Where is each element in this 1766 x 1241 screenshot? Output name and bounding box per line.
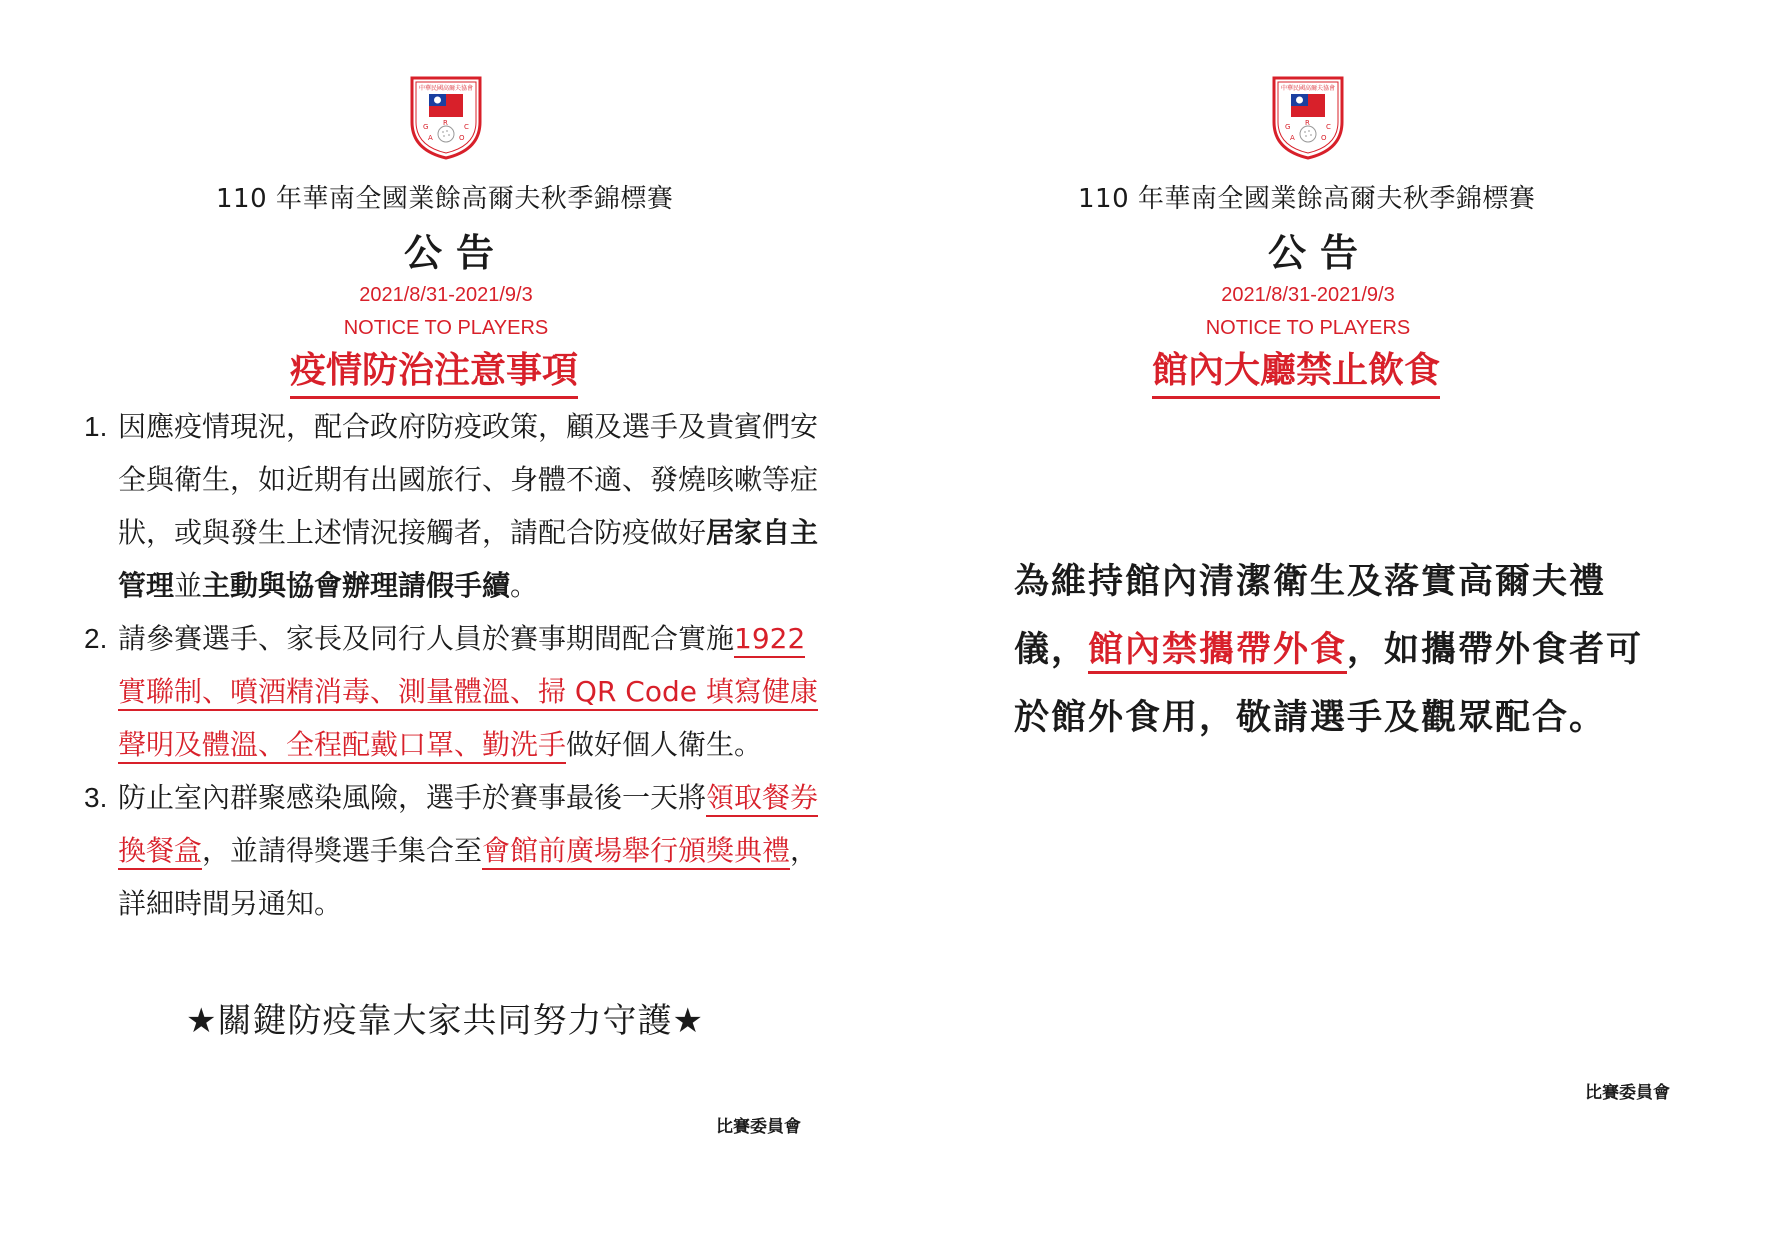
notice-subject: 館內大廳禁止飲食 <box>1152 350 1440 399</box>
item-number: 2. <box>84 623 108 654</box>
announcement-item <box>84 400 834 612</box>
text-segment: 為維持館內清潔衛生及落實高爾夫禮儀， <box>1014 562 1607 670</box>
item-number: 1. <box>84 411 108 442</box>
highlighted-text: 領取餐券換餐盒 <box>118 781 818 870</box>
svg-text:C: C <box>1326 123 1331 131</box>
highlighted-text: 1922 實聯制、噴酒精消毒、測量體溫、掃 QR Code 填寫健康聲明及體溫、全程配戴口罩、勤洗手 <box>118 622 818 764</box>
right-notice-page <box>890 0 1766 1241</box>
notice-heading: 公告 <box>404 231 509 275</box>
svg-text:O: O <box>1321 134 1327 142</box>
svg-text:A: A <box>428 134 433 142</box>
text-segment: 防止室內群聚感染風險，選手於賽事最後一天將 <box>118 781 707 814</box>
highlighted-text: 會館前廣場舉行頒獎典禮 <box>482 834 790 870</box>
svg-text:R: R <box>443 119 448 127</box>
garoc-emblem-icon <box>406 72 486 162</box>
text-segment: 做好個人衛生。 <box>566 728 763 761</box>
text-segment: 請參賽選手、家長及同行人員於賽事期間配合實施 <box>118 622 735 655</box>
svg-text:C: C <box>464 123 469 131</box>
svg-text:G: G <box>1285 123 1291 131</box>
text-segment: ，如攜帶外食者可於館外食用，敬請選手及觀眾配合。 <box>1014 630 1644 738</box>
svg-text:中華民國高爾夫協會: 中華民國高爾夫協會 <box>1280 85 1336 92</box>
tournament-title: 110 年華南全國業餘高爾夫秋季錦標賽 <box>216 184 674 214</box>
announcement-item <box>84 771 834 930</box>
text-segment: 並 <box>174 569 203 602</box>
announcement-item <box>84 612 834 771</box>
tournament-title: 110 年華南全國業餘高爾夫秋季錦標賽 <box>1078 184 1536 214</box>
announcement-list <box>84 400 834 930</box>
right-logo <box>1268 72 1348 162</box>
bold-text: 主動與協會辦理請假手續 <box>202 569 511 602</box>
committee-signature: 比賽委員會 <box>1585 1083 1670 1103</box>
event-date: 2021/8/31-2021/9/3 <box>1221 284 1395 306</box>
notice-to-players: NOTICE TO PLAYERS <box>343 317 549 339</box>
notice-to-players: NOTICE TO PLAYERS <box>1205 317 1411 339</box>
notice-subject: 疫情防治注意事項 <box>290 350 578 399</box>
committee-signature: 比賽委員會 <box>716 1117 801 1137</box>
slogan: ★關鍵防疫靠大家共同努力守護★ <box>186 1001 704 1041</box>
svg-text:A: A <box>1290 134 1295 142</box>
highlighted-text: 館內禁攜帶外食 <box>1088 630 1347 674</box>
item-number: 3. <box>84 782 108 813</box>
garoc-emblem-icon <box>1268 72 1348 162</box>
event-date: 2021/8/31-2021/9/3 <box>359 284 533 306</box>
svg-text:G: G <box>423 123 429 131</box>
notice-body <box>1014 548 1674 752</box>
text-segment: 。 <box>510 569 539 602</box>
svg-text:中華民國高爾夫協會: 中華民國高爾夫協會 <box>418 85 474 92</box>
text-segment: ，並請得獎選手集合至 <box>202 834 483 867</box>
text-segment: ，詳細時間另通知。 <box>118 834 819 920</box>
svg-text:R: R <box>1305 119 1310 127</box>
notice-heading: 公告 <box>1268 231 1373 275</box>
text-segment: 因應疫情現況，配合政府防疫政策，顧及選手及貴賓們安全與衛生，如近期有出國旅行、身體不適、發燒咳嗽等症狀，或與發生上述情況接觸者，請配合防疫做好 <box>118 410 819 549</box>
left-logo <box>406 72 486 162</box>
bold-text: 居家自主管理 <box>118 516 819 602</box>
svg-text:O: O <box>459 134 465 142</box>
